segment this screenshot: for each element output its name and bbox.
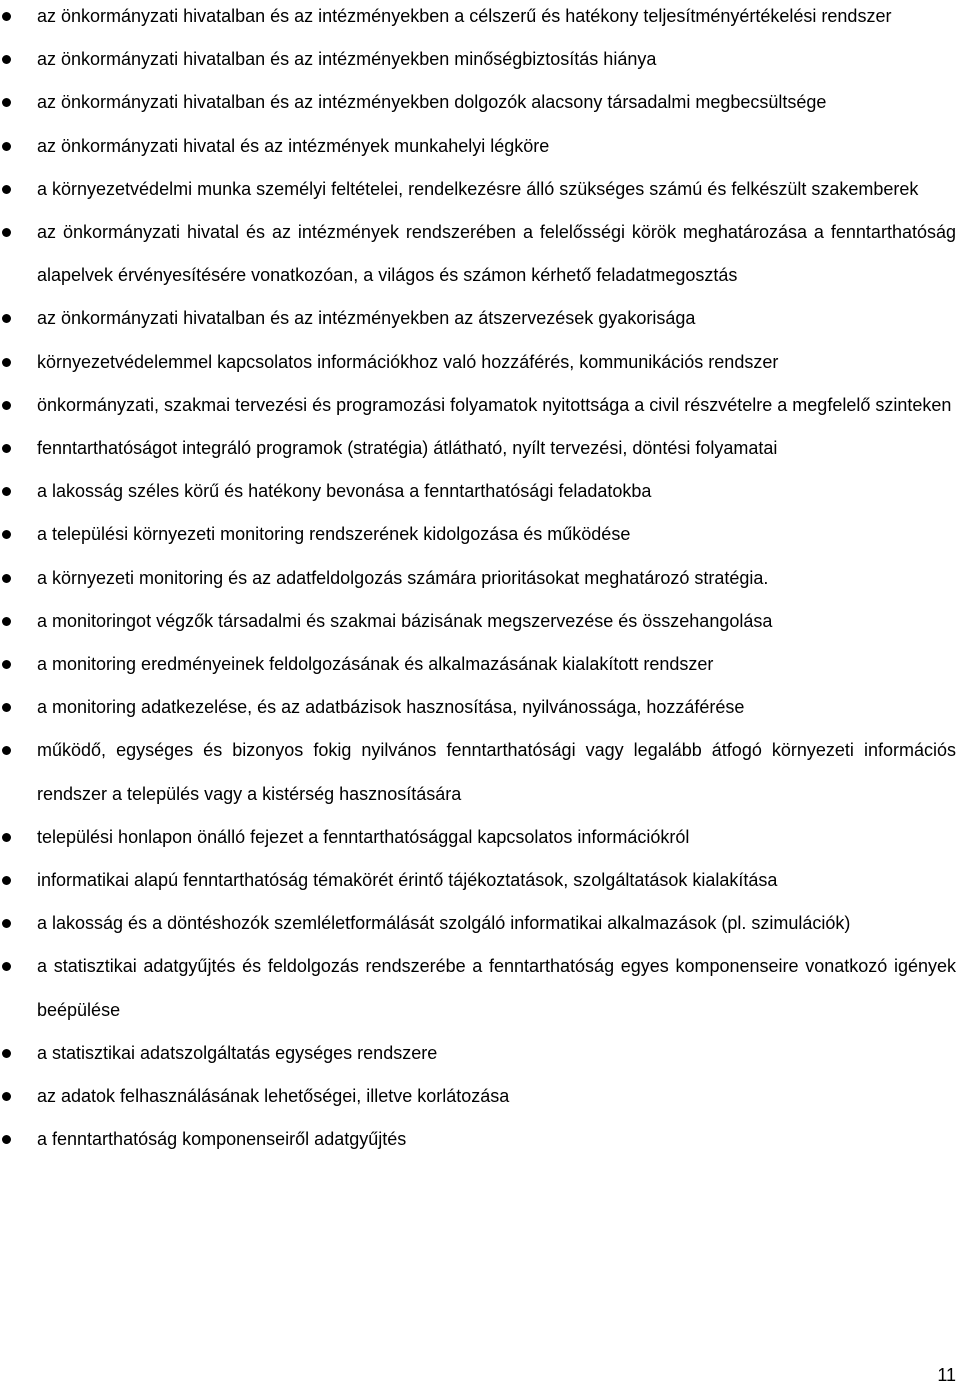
bullet-icon <box>2 919 11 928</box>
bullet-icon <box>2 1049 11 1058</box>
bullet-icon <box>2 55 11 64</box>
list-item <box>0 211 960 297</box>
list-item <box>0 297 960 340</box>
bullet-icon <box>2 574 11 583</box>
list-item-text: az önkormányzati hivatalban és az intézményekben minőségbiztosítás hiánya <box>37 49 657 70</box>
bullet-icon <box>2 703 11 712</box>
list-item-text: működő, egységes és bizonyos fokig nyilvános fenntarthatósági vagy legalább átfogó környezeti információs rendszer a település vagy a kistérség hasznosítására <box>37 740 956 804</box>
bullet-icon <box>2 617 11 626</box>
list-item-text: a lakosság széles körű és hatékony bevonása a fenntarthatósági feladatokba <box>37 481 652 502</box>
bullet-icon <box>2 12 11 21</box>
list-item-text: az önkormányzati hivatalban és az intézményekben dolgozók alacsony társadalmi megbecsültsége <box>37 92 827 113</box>
list-item-text: a monitoringot végzők társadalmi és szakmai bázisának megszervezése és összehangolása <box>37 610 773 631</box>
list-item-text: az önkormányzati hivatal és az intézmények rendszerében a felelősségi körök meghatározása a fenntarthatóság alapelvek érvényesítésére vonatkozóan, a világos és számon kérhető feladatmegosztás <box>37 222 956 286</box>
bullet-icon <box>2 530 11 539</box>
list-item-text: a települési környezeti monitoring rendszerének kidolgozása és működése <box>37 524 631 545</box>
list-item-text: az önkormányzati hivatalban és az intézményekben a célszerű és hatékony teljesítményértékelési rendszer <box>37 6 892 26</box>
list-item-text: települési honlapon önálló fejezet a fenntarthatósággal kapcsolatos információkról <box>37 826 690 847</box>
list-item <box>0 686 960 729</box>
bullet-icon <box>2 444 11 453</box>
list-item-text: a lakosság és a döntéshozók szemléletformálását szolgáló informatikai alkalmazások (pl. szimulációk) <box>37 913 851 934</box>
list-item <box>0 902 960 945</box>
list-item-text: a fenntarthatóság komponenseiről adatgyűjtés <box>37 1129 407 1150</box>
bullet-icon <box>2 142 11 151</box>
bullet-icon <box>2 228 11 237</box>
bullet-icon <box>2 660 11 669</box>
list-item <box>0 729 960 815</box>
list-item <box>0 384 960 427</box>
list-item-text: önkormányzati, szakmai tervezési és programozási folyamatok nyitottsága a civil részvételre a megfelelő szinteken <box>37 394 952 415</box>
list-item <box>0 945 960 1031</box>
list-item-text: fenntarthatóságot integráló programok (stratégia) átlátható, nyílt tervezési, döntési folyamatai <box>37 438 778 459</box>
list-item <box>0 816 960 859</box>
list-item <box>0 0 960 38</box>
list-item <box>0 643 960 686</box>
list-item <box>0 513 960 556</box>
bullet-icon <box>2 1135 11 1144</box>
bullet-icon <box>2 401 11 410</box>
bullet-icon <box>2 746 11 755</box>
list-item-text: a környezeti monitoring és az adatfeldolgozás számára prioritásokat meghatározó stratégia. <box>37 567 769 588</box>
list-item-text: környezetvédelemmel kapcsolatos információkhoz való hozzáférés, kommunikációs rendszer <box>37 351 779 372</box>
list-item-text: az adatok felhasználásának lehetőségei, illetve korlátozása <box>37 1086 510 1107</box>
bullet-icon <box>2 314 11 323</box>
list-item-text: a statisztikai adatgyűjtés és feldolgozás rendszerébe a fenntarthatóság egyes komponenseire vonatkozó igények beépülése <box>37 956 956 1020</box>
list-item <box>0 1118 960 1161</box>
bullet-icon <box>2 1092 11 1101</box>
list-item-text: a monitoring adatkezelése, és az adatbázisok hasznosítása, nyilvánossága, hozzáférése <box>37 697 745 718</box>
list-item <box>0 859 960 902</box>
bullet-icon <box>2 833 11 842</box>
bullet-icon <box>2 358 11 367</box>
list-item <box>0 341 960 384</box>
list-item <box>0 81 960 124</box>
list-item <box>0 557 960 600</box>
list-item <box>0 168 960 211</box>
list-item-text: az önkormányzati hivatalban és az intézményekben az átszervezések gyakorisága <box>37 308 696 329</box>
list-item <box>0 125 960 168</box>
list-item <box>0 1032 960 1075</box>
list-item-text: a statisztikai adatszolgáltatás egységes rendszere <box>37 1042 438 1063</box>
bullet-icon <box>2 98 11 107</box>
list-item <box>0 600 960 643</box>
list-item-text: a környezetvédelmi munka személyi feltételei, rendelkezésre álló szükséges számú és felkészült szakemberek <box>37 178 919 199</box>
bullet-icon <box>2 487 11 496</box>
list-item <box>0 427 960 470</box>
bullet-icon <box>2 185 11 194</box>
list-item-text: az önkormányzati hivatal és az intézmények munkahelyi légköre <box>37 135 550 156</box>
bullet-icon <box>2 876 11 885</box>
list-item-text: a monitoring eredményeinek feldolgozásának és alkalmazásának kialakított rendszer <box>37 654 714 675</box>
page-number: 11 <box>937 1365 956 1385</box>
list-item <box>0 470 960 513</box>
list-item <box>0 1075 960 1118</box>
list-item <box>0 38 960 81</box>
list-item-text: informatikai alapú fenntarthatóság témakörét érintő tájékoztatások, szolgáltatások kialakítása <box>37 870 778 891</box>
bullet-icon <box>2 962 11 971</box>
